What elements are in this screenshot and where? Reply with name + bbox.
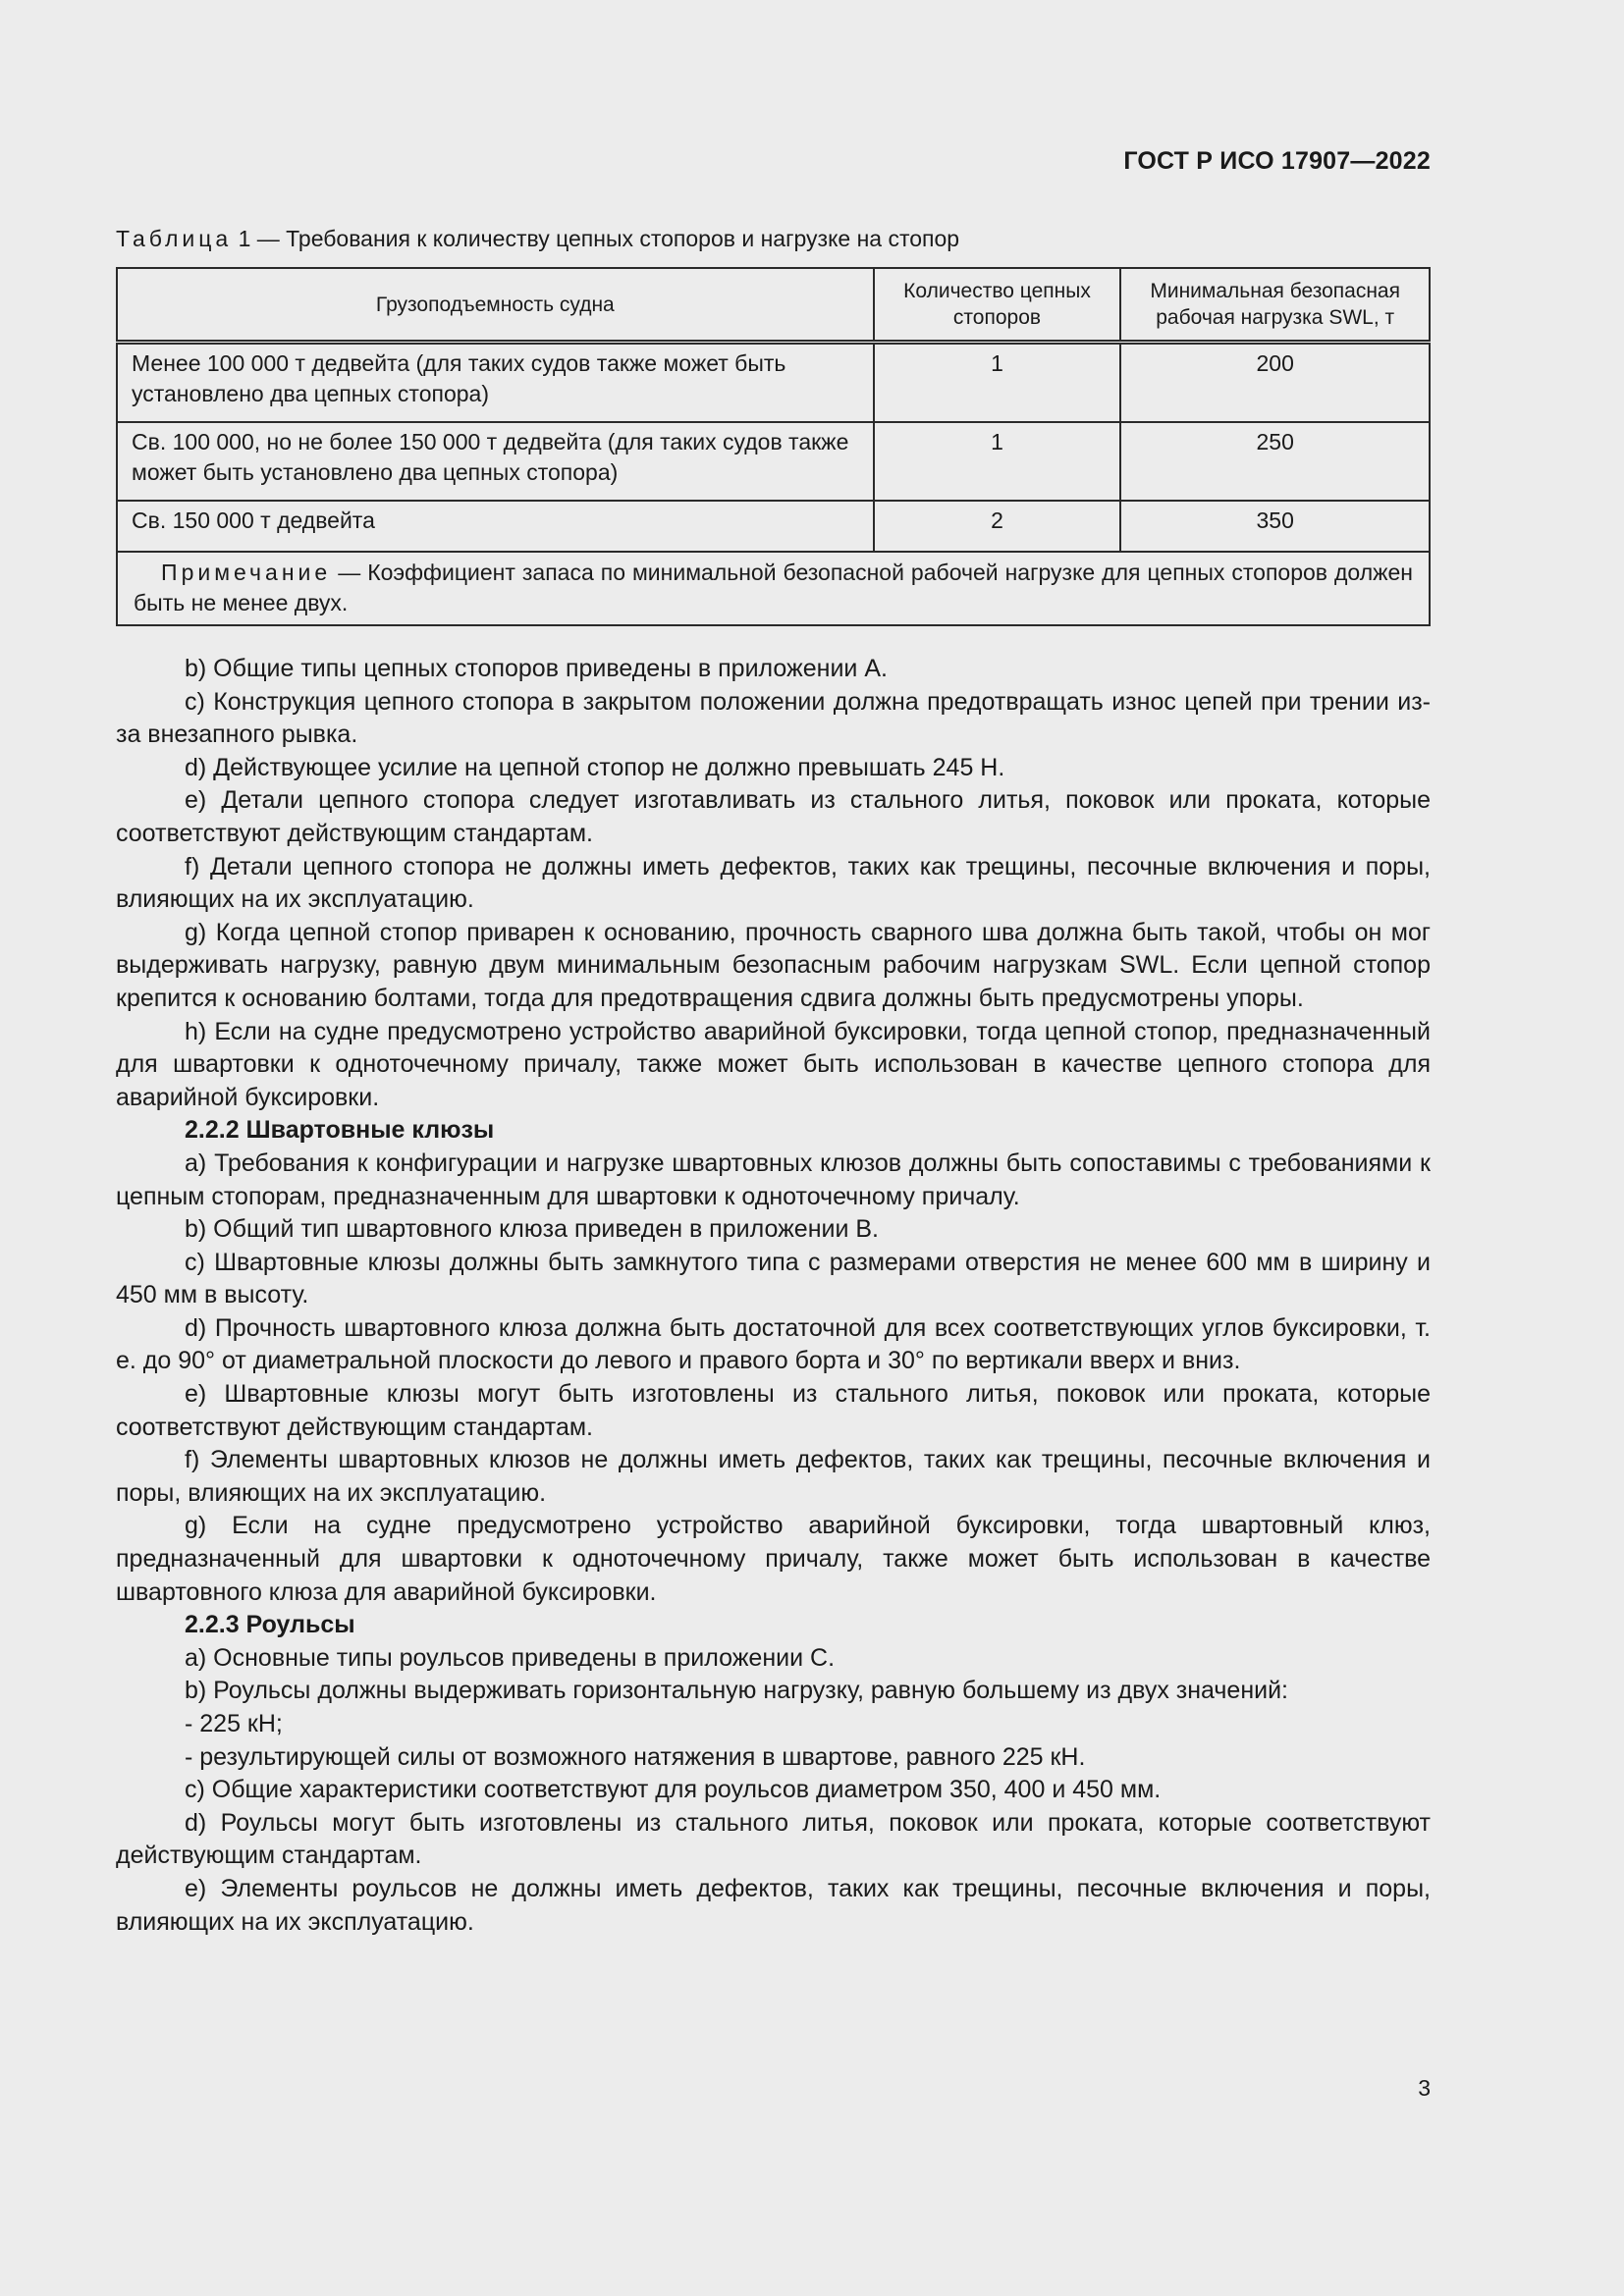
table-caption <box>116 226 959 252</box>
table-cell: 1 <box>874 343 1121 423</box>
paragraph: h) Если на судне предусмотрено устройство аварийной буксировки, тогда цепной стопор, предназначенный для швартовки к одноточечному причалу, также может быть использован в качестве цепного стопора для аварийной буксировки. <box>116 1017 1431 1111</box>
paragraph: d) Прочность швартовного клюза должна быть достаточной для всех соответствующих углов буксировки, т. е. до 90° от диаметральной плоскости до левого и правого борта и 30° по вертикали вверх и вниз. <box>116 1313 1431 1375</box>
table-row <box>117 343 1430 423</box>
paragraph: b) Роульсы должны выдерживать горизонтальную нагрузку, равную большему из двух значений: <box>185 1677 1288 1705</box>
paragraph: a) Требования к конфигурации и нагрузке швартовных клюзов должны быть сопоставимы с требованиями к цепным стопорам, предназначенным для швартовки к одноточечному причалу. <box>116 1148 1431 1210</box>
table-row <box>117 422 1430 501</box>
page-number: 3 <box>1418 2075 1431 2101</box>
list-item: - результирующей силы от возможного натяжения в швартове, равного 225 кН. <box>185 1742 1086 1771</box>
paragraph: b) Общий тип швартовного клюза приведен в приложении В. <box>185 1215 880 1244</box>
note-text: — Коэффициент запаса по минимальной безопасной рабочей нагрузке для цепных стопоров должен быть не менее двух. <box>134 560 1414 615</box>
paragraph: g) Когда цепной стопор приварен к основанию, прочность сварного шва должна быть такой, чтобы он мог выдерживать нагрузку, равную двум минимальным безопасным рабочим нагрузкам SWL. Если цепной стопор крепится к основанию болтами, тогда для предотвращения сдвига должны быть предусмотрены упоры. <box>116 918 1431 1012</box>
table-caption-text: 1 — Требования к количеству цепных стопоров и нагрузке на стопор <box>238 226 960 251</box>
section-heading: 2.2.3 Роульсы <box>185 1611 355 1639</box>
table-cell: 1 <box>874 422 1121 501</box>
table-header-row <box>117 268 1430 343</box>
table-cell: 2 <box>874 501 1121 552</box>
table-cell: 250 <box>1120 422 1430 501</box>
table-note-row <box>117 552 1430 625</box>
paragraph: f) Детали цепного стопора не должны иметь дефектов, таких как трещины, песочные включения и поры, влияющих на их эксплуатацию. <box>116 852 1431 914</box>
paragraph: e) Элементы роульсов не должны иметь дефектов, таких как трещины, песочные включения и поры, влияющих на их эксплуатацию. <box>116 1874 1431 1936</box>
column-header: Количество цепных стопоров <box>874 268 1121 343</box>
paragraph: g) Если на судне предусмотрено устройство аварийной буксировки, тогда швартовный клюз, предназначенный для швартовки к одноточечному причалу, также может быть использован в качестве швартовного клюза для аварийной буксировки. <box>116 1512 1431 1606</box>
table-caption-label: Таблица <box>116 226 233 251</box>
body-text <box>116 653 1431 1939</box>
table-cell: Св. 100 000, но не более 150 000 т дедвейта (для таких судов также может быть установлено два цепных стопора) <box>117 422 874 501</box>
paragraph: e) Швартовные клюзы могут быть изготовлены из стального литья, поковок или проката, которые соответствуют действующим стандартам. <box>116 1380 1431 1441</box>
doc-header: ГОСТ Р ИСО 17907—2022 <box>1123 147 1431 175</box>
table-cell: Менее 100 000 т дедвейта (для таких судов также может быть установлено два цепных стопора) <box>117 343 874 423</box>
list-item: - 225 кН; <box>185 1710 283 1737</box>
table-cell: 200 <box>1120 343 1430 423</box>
paragraph: c) Швартовные клюзы должны быть замкнутого типа с размерами отверстия не менее 600 мм в ширину и 450 мм в высоту. <box>116 1248 1431 1309</box>
paragraph: f) Элементы швартовных клюзов не должны иметь дефектов, таких как трещины, песочные включения и поры, влияющих на их эксплуатацию. <box>116 1446 1431 1507</box>
table-note <box>117 552 1430 625</box>
requirements-table <box>116 267 1431 626</box>
paragraph: d) Действующее усилие на цепной стопор не должно превышать 245 Н. <box>185 753 1005 781</box>
paragraph: c) Общие характеристики соответствуют для роульсов диаметром 350, 400 и 450 мм. <box>185 1776 1162 1804</box>
column-header: Грузоподъемность судна <box>117 268 874 343</box>
paragraph: e) Детали цепного стопора следует изготавливать из стального литья, поковок или проката, которые соответствуют действующим стандартам. <box>116 786 1431 847</box>
table-row <box>117 501 1430 552</box>
paragraph: c) Конструкция цепного стопора в закрытом положении должна предотвращать износ цепей при трении из-за внезапного рывка. <box>116 687 1431 749</box>
paragraph: a) Основные типы роульсов приведены в приложении С. <box>185 1643 836 1672</box>
paragraph: d) Роульсы могут быть изготовлены из стального литья, поковок или проката, которые соответствуют действующим стандартам. <box>116 1808 1431 1870</box>
note-label: Примечание <box>161 560 332 585</box>
table-cell: Св. 150 000 т дедвейта <box>117 501 874 552</box>
column-header: Минимальная безопасная рабочая нагрузка SWL, т <box>1120 268 1430 343</box>
paragraph: b) Общие типы цепных стопоров приведены в приложении А. <box>185 655 888 682</box>
table-cell: 350 <box>1120 501 1430 552</box>
section-heading: 2.2.2 Швартовные клюзы <box>185 1116 495 1145</box>
